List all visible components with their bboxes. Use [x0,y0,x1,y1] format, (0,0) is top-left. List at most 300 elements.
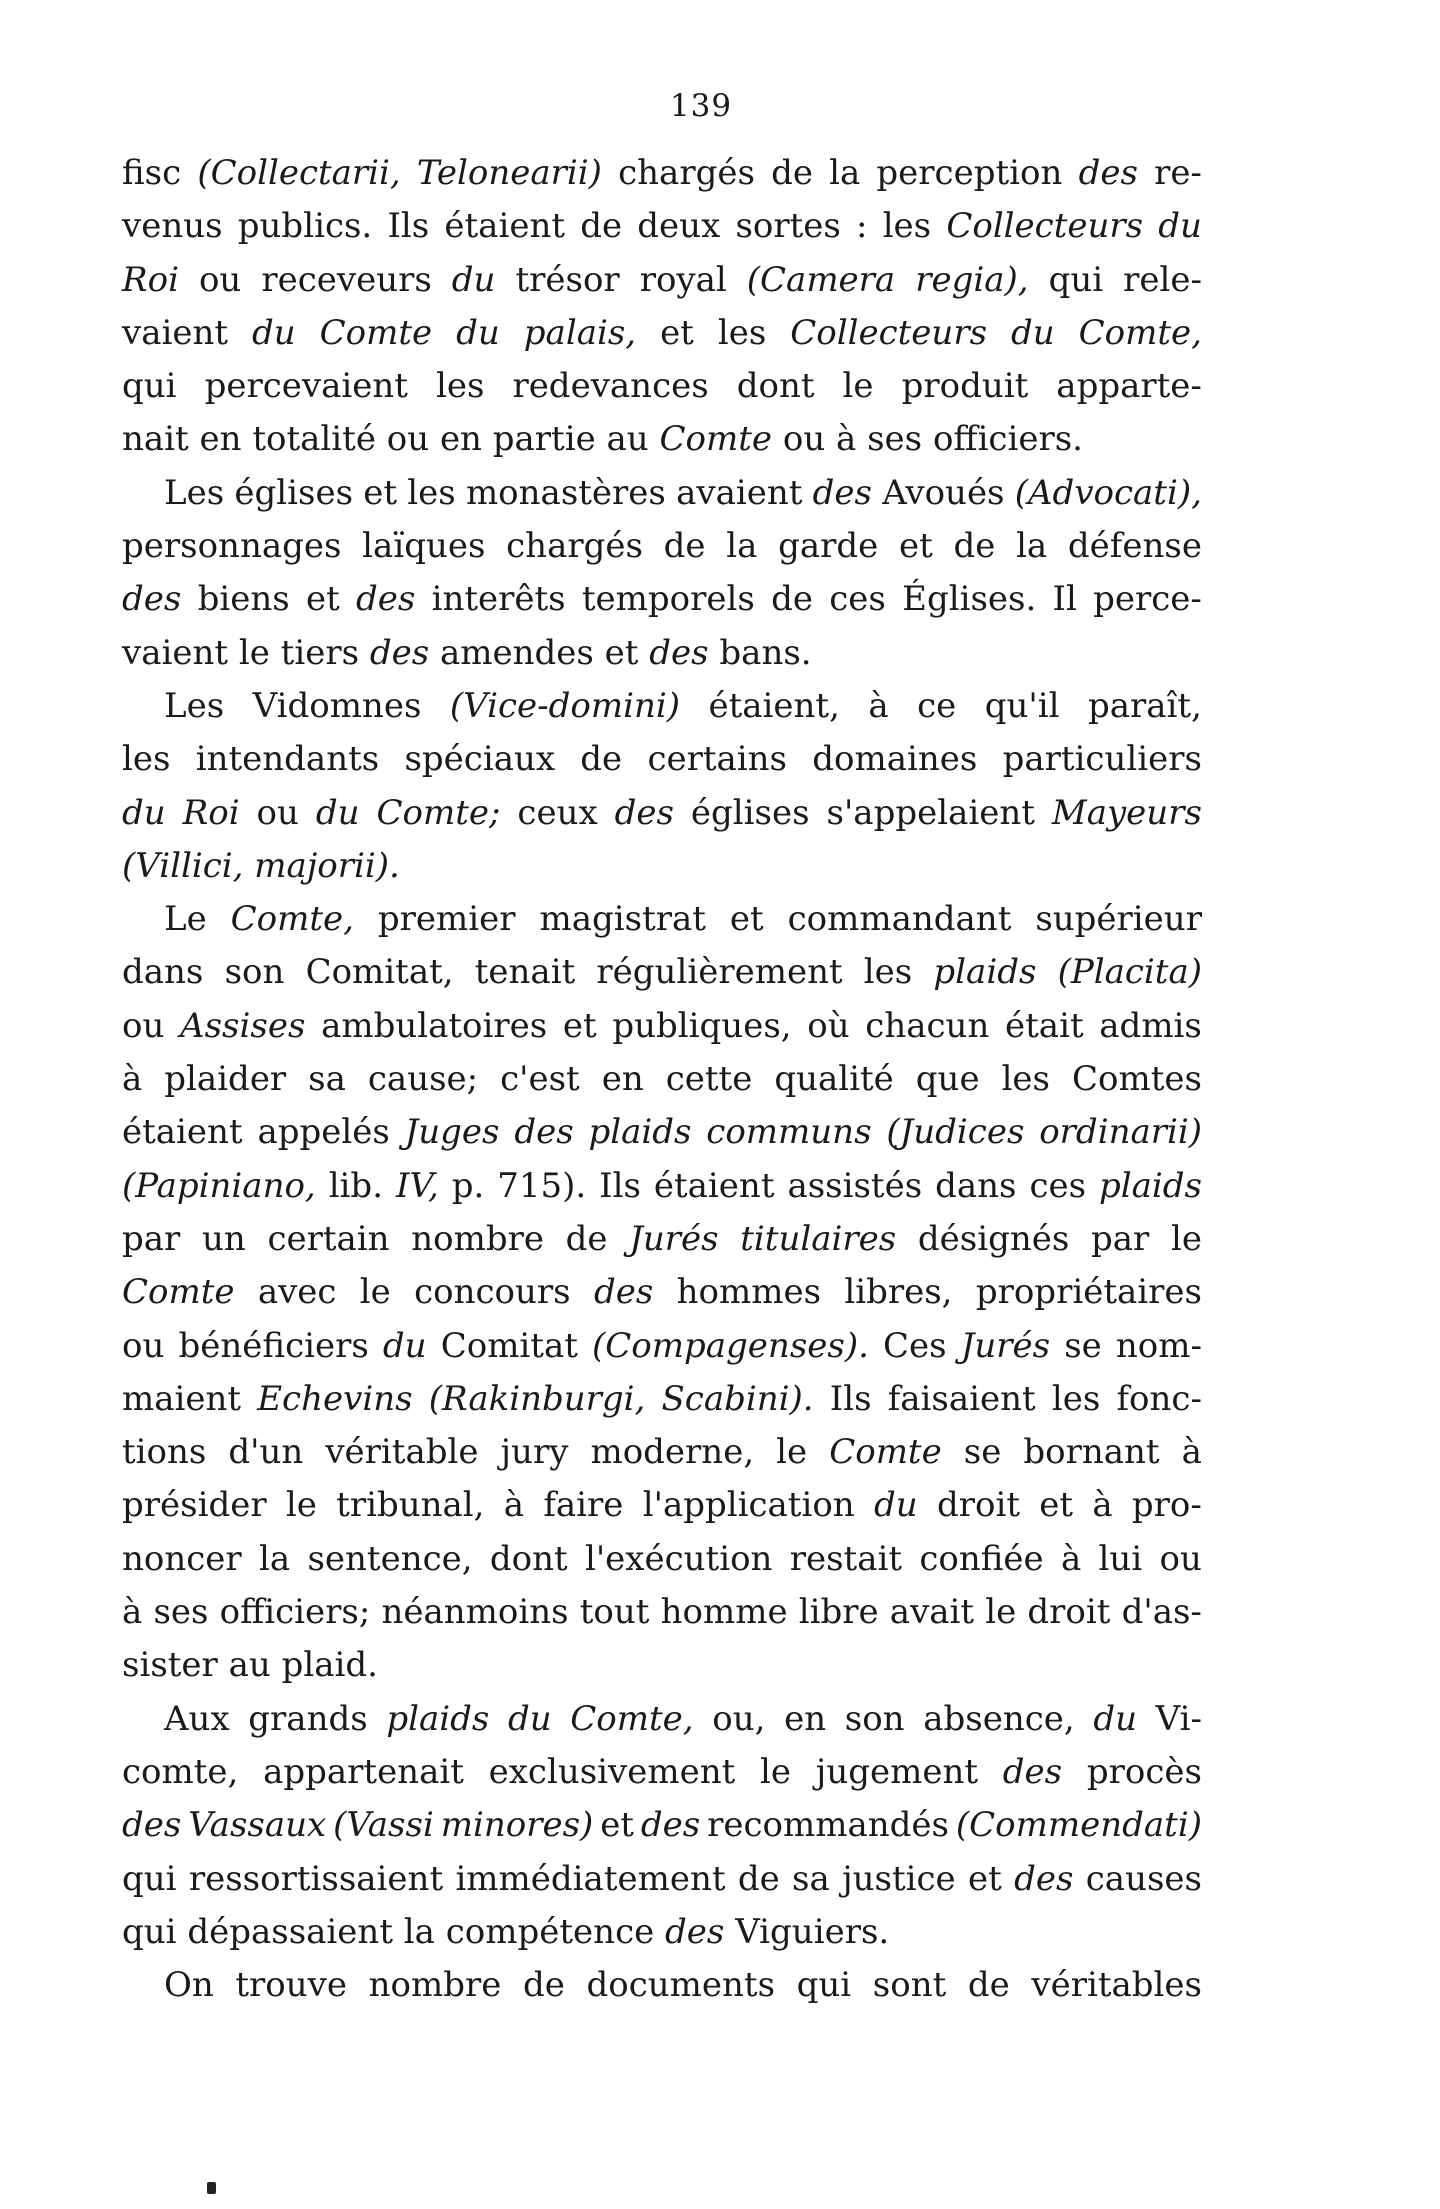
word: du [874,1485,918,1526]
word: 715). [497,1165,587,1206]
text-line [122,573,1202,626]
word: Vi- [1155,1698,1202,1739]
word: véritable [325,1432,479,1473]
word: recommandés [707,1805,949,1846]
word: bans. [719,632,812,673]
word: régulièrement [596,952,843,993]
word: du [507,1698,552,1739]
word: trésor [515,259,620,300]
word: du [456,312,500,353]
word: immédiatement [455,1858,726,1899]
word: Roi [182,792,240,833]
word: Ils [599,1165,641,1206]
word: percevaient [204,366,408,407]
word: venus [122,206,223,247]
text-line [122,1959,1202,2012]
word: des [514,1112,574,1153]
word: grands [248,1698,368,1739]
text-line [122,1000,1202,1053]
word: à [868,685,889,726]
word: amendes [439,632,605,673]
text-line [122,1693,1202,1746]
word: ses [153,1592,209,1633]
word: ou, [712,1698,766,1739]
text-line [122,1533,1202,1586]
word: et [729,899,764,940]
word: royal [639,259,727,300]
word: un [201,1218,246,1259]
word: totalité [252,419,387,460]
word: Il [1052,579,1077,620]
text-line [122,1479,1202,1532]
word: tenait [474,952,576,993]
word: du [1093,1698,1138,1739]
word: ou [122,1005,165,1046]
word: droit [936,1485,1020,1526]
word: sont [872,1965,947,2006]
word: et [604,632,650,673]
word: faire [543,1485,624,1526]
word: Mayeurs [1051,792,1202,833]
word: de [737,1858,780,1899]
word: palais, [523,312,637,353]
word: d'un [228,1432,304,1473]
word: Jurés [629,1218,719,1259]
word: sister [122,1645,229,1686]
word: le [238,632,281,673]
word: nom- [1115,1325,1202,1366]
text-line [122,1639,1202,1692]
word: officiers; [219,1592,371,1633]
word: du [1158,206,1202,247]
word: pro- [1131,1485,1202,1526]
text-line [122,840,1202,893]
word: documents [586,1965,776,2006]
word: Vassaux [188,1805,327,1846]
word: du [451,259,496,300]
word: cette [665,1059,753,1100]
word: les [882,206,932,247]
text-line [122,627,1202,680]
word: de [663,526,706,567]
word: la [403,1911,446,1952]
word: (Compagenses). [592,1325,869,1366]
word: restait [789,1538,903,1579]
word: qui [122,1911,188,1952]
word: domaines [812,739,978,780]
word: assistés [787,1165,923,1206]
word: qui [1048,259,1104,300]
word: biens [197,579,290,620]
word: véritables [1031,1965,1202,2006]
word: comte, [122,1751,239,1792]
word: libre [798,1592,879,1633]
word: re- [1154,153,1202,193]
text-line [122,1320,1202,1373]
word: des [122,579,182,620]
word: à [1181,1432,1202,1473]
word: des [593,1272,654,1313]
word: (Judices [886,1112,1025,1153]
word: Comte [829,1432,942,1473]
word: Comte [659,419,783,460]
page-number: 139 [669,88,733,124]
word: ses [867,419,933,460]
word: causes [1085,1858,1202,1899]
word: Viguiers. [735,1911,890,1952]
word: maient [122,1378,242,1419]
word: majorii). [254,845,400,886]
word: en [784,1698,827,1739]
word: receveurs [261,259,432,300]
text-line [122,200,1202,253]
word: trouve [235,1965,348,2006]
word: Comte [122,1272,235,1313]
word: Comitat [440,1325,578,1366]
word: tions [122,1432,207,1473]
word: se [1064,1325,1102,1366]
word: publics. [237,206,373,247]
word: plaid. [281,1645,378,1686]
word: des [356,579,416,620]
word: (Advocati), [1014,472,1202,513]
text-line [122,1799,1202,1852]
word: Jurés [960,1325,1051,1366]
text-line [122,520,1202,573]
word: sentence, [307,1538,473,1579]
word: du [1011,312,1055,353]
word: ambulatoires [321,1005,548,1046]
word: en [199,419,253,460]
word: du [315,792,360,833]
word: défense [1067,526,1202,567]
word: ou [1159,1538,1202,1579]
text-line [122,1160,1202,1213]
word: moderne, [590,1432,755,1473]
word: redevances [512,366,709,407]
word: lui [1098,1538,1143,1579]
word: commandant [787,899,1012,940]
word: avait [889,1592,975,1633]
word: de [580,739,623,780]
word: et [898,526,933,567]
word: officiers. [932,419,1083,460]
text-line [122,680,1202,733]
word: du [122,792,166,833]
word: son [844,1698,905,1739]
word: fonc- [1116,1378,1202,1419]
word: et [600,1805,634,1846]
word: de [967,1965,1010,2006]
word: cause; [367,1059,479,1100]
word: des [649,632,720,673]
word: laïques [362,526,486,567]
word: interêts [431,579,566,620]
word: magistrat [539,899,706,940]
word: p. [451,1165,485,1206]
word: Aux [164,1698,230,1739]
word: bornant [1023,1432,1160,1473]
word: titulaires [740,1218,897,1259]
word: dans [935,1165,1017,1206]
word: les [863,952,913,993]
word: le [760,1751,792,1792]
word: qui [122,1858,177,1899]
word: c'est [500,1059,580,1100]
word: Ces [883,1325,947,1366]
word: regia), [915,259,1029,300]
word: du [252,312,296,353]
word: chargés [618,153,755,193]
word: tout [579,1592,650,1633]
word: avaient [676,472,803,513]
word: des [1014,1858,1074,1899]
word: l'application [642,1485,855,1526]
word: Le [164,899,207,940]
word: certains [647,739,788,780]
word: le [985,1592,1017,1633]
word: le [776,1432,808,1473]
word: chacun [865,1005,990,1046]
word: dépassaient [187,1911,404,1952]
word: (Placita) [1057,952,1202,993]
word: de [771,579,813,620]
word: où [807,1005,850,1046]
word: ou [386,419,440,460]
word: dans [122,952,204,993]
word: jugement [815,1751,979,1792]
text-line [122,893,1202,946]
word: admis [1099,1005,1202,1046]
word: : [856,206,868,247]
word: vaient [122,312,229,353]
word: hommes [676,1272,822,1313]
word: paraît, [1088,685,1202,726]
word: libres, [844,1272,953,1313]
word: propriétaires [975,1272,1202,1313]
word: et [967,1858,1002,1899]
word: Assises [180,1005,306,1046]
word: certain [267,1218,390,1259]
word: nombre [368,1965,502,2006]
word: supérieur [1035,899,1202,940]
word: Juges [404,1112,500,1153]
word: (Collectarii, [197,153,401,193]
word: des [812,472,872,513]
text-line [122,147,1202,200]
word: confiée [919,1538,1044,1579]
word: ce [917,685,957,726]
word: avec [257,1272,337,1313]
word: qu'il [984,685,1060,726]
word: l'exécution [584,1538,773,1579]
word: par [122,1218,181,1259]
word: se [963,1432,1002,1473]
word: justice [842,1858,956,1899]
word: vaient [122,632,239,673]
word: des [614,792,674,833]
text-line [122,1906,1202,1959]
word: de [565,1218,608,1259]
word: à [1092,1485,1113,1526]
word: Comtes [1072,1059,1202,1100]
word: temporels [581,579,755,620]
word: On [164,1965,214,2006]
word: dont [489,1538,568,1579]
word: dont [736,366,815,407]
word: publiques, [612,1005,792,1046]
text-line [122,946,1202,999]
word: lib. [328,1165,384,1206]
word: à [503,1485,525,1526]
word: des [369,632,440,673]
text-line [122,1373,1202,1426]
word: Vidomnes [252,685,422,726]
word: noncer [122,1538,242,1579]
word: (Vice-domini) [449,685,681,726]
word: et [305,579,340,620]
word: des [1002,1751,1063,1792]
text-line [122,254,1202,307]
word: tribunal, [336,1485,485,1526]
word: procès [1086,1751,1202,1792]
word: premier [377,899,516,940]
word: des [1078,153,1138,193]
word: rele- [1123,259,1202,300]
word: (Camera [746,259,896,300]
word: IV, [395,1165,439,1206]
word: spéciaux [404,739,556,780]
word: Scabini). [661,1378,814,1419]
word: à [1060,1538,1082,1579]
word: appelés [257,1112,390,1153]
word: et [363,472,398,513]
word: étaient [444,206,566,247]
word: nait [122,419,200,460]
word: en [601,1059,644,1100]
word: tiers [280,632,370,673]
word: qui [796,1965,852,2006]
word: était [1005,1005,1084,1046]
word: (Rakinburgi, [428,1378,646,1419]
word: Avoués [882,472,1005,513]
word: Comte, [570,1698,694,1739]
text-line [122,1426,1202,1479]
word: des [640,1805,701,1846]
word: au [606,419,660,460]
word: droit [1027,1592,1111,1633]
word: de [522,1965,565,2006]
word: partie [492,419,607,460]
word: désignés [917,1218,1070,1259]
word: ordinarii) [1039,1112,1202,1153]
text-body [122,147,1202,2012]
word: et [660,312,694,353]
word: de [771,153,813,193]
word: compétence [445,1911,666,1952]
word: ceux [517,792,598,833]
word: monastères [465,472,666,513]
word: les [122,739,171,780]
word: ou [782,419,837,460]
word: apparte- [1056,366,1202,407]
word: produit [901,366,1029,407]
word: Comte; [376,792,501,833]
word: la [258,1538,291,1579]
word: Ils [387,206,430,247]
word: le [285,1485,317,1526]
word: sortes [735,206,841,247]
word: les [1051,1378,1101,1419]
word: étaient [122,1112,243,1153]
word: Comitat, [305,952,454,993]
word: ou [256,792,299,833]
word: au [228,1645,282,1686]
word: et [562,1005,597,1046]
word: qui [122,366,177,407]
word: son [224,952,285,993]
word: communs [706,1112,872,1153]
word: par [1091,1218,1150,1259]
word: Comte [319,312,433,353]
word: Collecteurs [946,206,1144,247]
word: ressortissaient [188,1858,444,1899]
word: perception [876,153,1063,193]
word: jury [500,1432,569,1473]
word: à [122,1059,143,1100]
word: de [953,526,996,567]
word: homme [660,1592,788,1633]
word: Les [164,472,225,513]
word: deux [637,206,721,247]
word: les [435,366,485,407]
word: plaids [933,952,1037,993]
word: sa [792,1858,830,1899]
word: étaient, [708,685,840,726]
word: plaider [164,1059,287,1100]
word: des [122,1805,182,1846]
word: le [1170,1218,1202,1259]
word: la [726,526,758,567]
word: à [836,419,868,460]
word: personnages [122,526,342,567]
word: les [407,472,456,513]
text-line [122,1106,1202,1159]
word: (Commendati) [955,1805,1202,1846]
word: minores) [440,1805,594,1846]
word: que [915,1059,980,1100]
word: étaient [653,1165,775,1206]
word: Echevins [257,1378,413,1419]
word: la [829,153,861,193]
word: absence, [923,1698,1075,1739]
word: d'as- [1121,1592,1202,1633]
word: présider [122,1485,267,1526]
word: qualité [774,1059,894,1100]
word: (Villici, [122,845,255,886]
word: fisc [122,153,182,193]
word: plaids [386,1698,490,1739]
word: des [665,1911,736,1952]
word: Les [164,685,225,726]
text-line [122,1213,1202,1266]
text-line [122,307,1202,360]
word: ces [829,579,886,620]
text-line [122,467,1202,520]
word: le [842,366,874,407]
word: les [717,312,767,353]
word: intendants [195,739,380,780]
